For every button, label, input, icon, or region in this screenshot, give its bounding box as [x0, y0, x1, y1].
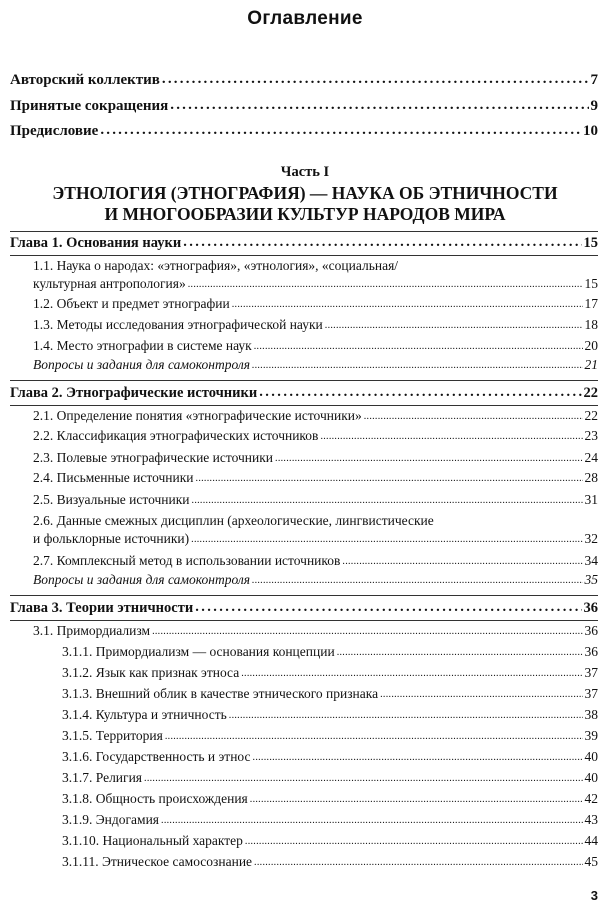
- leader-dots: [275, 453, 582, 464]
- chapter-page: 15: [583, 235, 598, 251]
- subsection-label: 3.1.4. Культура и этничность: [62, 707, 227, 722]
- toc-section-2-4[interactable]: [33, 470, 598, 486]
- toc-section-1-3[interactable]: [33, 317, 598, 333]
- section-label: 1.4. Место этнографии в системе наук: [33, 338, 252, 353]
- divider: [10, 255, 598, 256]
- toc-subsection-3-1-8[interactable]: [62, 791, 598, 807]
- subsection-page: 44: [584, 833, 598, 848]
- subsection-label: 3.1.10. Национальный характер: [62, 833, 243, 848]
- section-label: 1.3. Методы исследования этнографической науки: [33, 317, 323, 332]
- toc-section-1-questions[interactable]: [33, 357, 598, 373]
- toc-subsection-3-1-11[interactable]: [62, 854, 598, 870]
- toc-section-2-5[interactable]: [33, 492, 598, 508]
- subsection-page: 40: [584, 770, 598, 785]
- divider: [10, 620, 598, 621]
- toc-subsection-3-1-5[interactable]: [62, 728, 598, 744]
- chapter-label: Глава 3. Теории этничности: [10, 600, 194, 616]
- entry-page: 9: [590, 98, 598, 114]
- leader-dots: [254, 857, 582, 868]
- section-label-line2: культурная антропология»: [33, 276, 186, 291]
- toc-section-2-1[interactable]: [33, 408, 598, 424]
- toc-subsection-3-1-10[interactable]: [62, 833, 598, 849]
- subsection-page: 40: [584, 749, 598, 764]
- divider: [10, 405, 598, 406]
- section-label: 1.1. Наука о народах: «этнография», «этнология», «социальная/: [33, 258, 399, 273]
- leader-dots: [252, 360, 582, 371]
- leader-dots: [100, 122, 581, 139]
- section-label: 2.1. Определение понятия «этнографические источники»: [33, 408, 362, 423]
- section-page: 34: [584, 553, 598, 568]
- leader-dots: [342, 556, 582, 567]
- section-label: 2.6. Данные смежных дисциплин (археологические, лингвистические: [33, 513, 434, 528]
- leader-dots: [364, 411, 583, 422]
- subsection-label: 3.1.7. Религия: [62, 770, 143, 785]
- toc-chapter-2[interactable]: [10, 385, 598, 402]
- subsection-page: 37: [584, 686, 598, 701]
- part-title-line1: ЭТНОЛОГИЯ (ЭТНОГРАФИЯ) — НАУКА ОБ ЭТНИЧНОСТИ: [52, 183, 558, 203]
- section-label: 2.2. Классификация этнографических источников: [33, 428, 319, 443]
- section-page: 28: [584, 470, 598, 485]
- subsection-page: 39: [584, 728, 598, 743]
- divider: [10, 595, 598, 596]
- entry-label: Принятые сокращения: [10, 98, 169, 114]
- section-label-line2: и фольклорные источники): [33, 531, 190, 546]
- toc-subsection-3-1-2[interactable]: [62, 665, 598, 681]
- leader-dots: [196, 473, 583, 484]
- toc-section-2-6[interactable]: [33, 513, 598, 529]
- entry-page: 7: [590, 72, 598, 88]
- leader-dots: [191, 534, 582, 545]
- toc-section-1-1[interactable]: [33, 258, 598, 274]
- toc-section-1-2[interactable]: [33, 296, 598, 312]
- subsection-label: 3.1.9. Эндогамия: [62, 812, 160, 827]
- subsection-page: 37: [584, 665, 598, 680]
- leader-dots: [165, 731, 583, 742]
- leader-dots: [161, 815, 582, 826]
- subsection-label: 3.1.1. Примордиализм — основания концепции: [62, 644, 335, 659]
- toc-subsection-3-1-6[interactable]: [62, 749, 598, 765]
- section-label: 1.2. Объект и предмет этнографии: [33, 296, 230, 311]
- section-label: 3.1. Примордиализм: [33, 623, 151, 638]
- toc-subsection-3-1-7[interactable]: [62, 770, 598, 786]
- part-title-line2: И МНОГООБРАЗИИ КУЛЬТУР НАРОДОВ МИРА: [104, 204, 506, 224]
- leader-dots: [320, 431, 582, 442]
- leader-dots: [232, 299, 583, 310]
- toc-section-2-3[interactable]: [33, 450, 598, 466]
- chapter-page: 22: [583, 385, 598, 401]
- section-page: 31: [584, 492, 598, 507]
- subsection-label: 3.1.6. Государственность и этнос: [62, 749, 251, 764]
- toc-entry-authors[interactable]: [10, 72, 598, 89]
- section-page: 36: [584, 623, 598, 638]
- section-page: 23: [584, 428, 598, 443]
- leader-dots: [144, 773, 582, 784]
- section-page: 18: [584, 317, 598, 332]
- toc-subsection-3-1-3[interactable]: [62, 686, 598, 702]
- toc-entry-preface[interactable]: [10, 123, 598, 140]
- chapter-label: Глава 1. Основания науки: [10, 235, 182, 251]
- section-page: 22: [584, 408, 598, 423]
- section-page: 21: [584, 357, 598, 372]
- toc-section-2-questions[interactable]: [33, 572, 598, 588]
- subsection-label: 3.1.11. Этническое самосознание: [62, 854, 253, 869]
- toc-section-1-4[interactable]: [33, 338, 598, 354]
- section-page: 32: [584, 531, 598, 546]
- toc-entry-abbreviations[interactable]: [10, 98, 598, 115]
- leader-dots: [380, 689, 582, 700]
- toc-subsection-3-1-4[interactable]: [62, 707, 598, 723]
- leader-dots: [241, 668, 582, 679]
- section-label: Вопросы и задания для самоконтроля: [33, 357, 251, 372]
- leader-dots: [188, 279, 583, 290]
- subsection-label: 3.1.3. Внешний облик в качестве этнического признака: [62, 686, 379, 701]
- divider: [10, 380, 598, 381]
- subsection-page: 36: [584, 644, 598, 659]
- toc-section-2-7[interactable]: [33, 553, 598, 569]
- entry-page: 10: [583, 123, 598, 139]
- leader-dots: [259, 384, 581, 401]
- toc-section-2-6-cont[interactable]: [33, 531, 598, 547]
- leader-dots: [325, 320, 583, 331]
- leader-dots: [254, 341, 583, 352]
- leader-dots: [195, 599, 581, 616]
- divider: [10, 231, 598, 232]
- leader-dots: [253, 752, 583, 763]
- leader-dots: [245, 836, 583, 847]
- page-title: Оглавление: [247, 8, 363, 29]
- subsection-page: 38: [584, 707, 598, 722]
- subsection-label: 3.1.2. Язык как признак этноса: [62, 665, 240, 680]
- leader-dots: [337, 647, 583, 658]
- leader-dots: [250, 794, 583, 805]
- section-label: 2.5. Визуальные источники: [33, 492, 190, 507]
- leader-dots: [170, 97, 588, 114]
- toc-chapter-1[interactable]: [10, 235, 598, 252]
- section-page: 17: [584, 296, 598, 311]
- subsection-label: 3.1.5. Территория: [62, 728, 163, 743]
- toc-section-2-2[interactable]: [33, 428, 598, 444]
- section-label: 2.4. Письменные источники: [33, 470, 194, 485]
- section-label: 2.7. Комплексный метод в использовании источников: [33, 553, 341, 568]
- section-label: 2.3. Полевые этнографические источники: [33, 450, 274, 465]
- leader-dots: [183, 234, 581, 251]
- part-label: Часть I: [280, 164, 330, 180]
- toc-section-3-1[interactable]: [33, 623, 598, 639]
- section-page: 20: [584, 338, 598, 353]
- leader-dots: [192, 495, 583, 506]
- page-number: 3: [590, 888, 598, 903]
- toc-subsection-3-1-9[interactable]: [62, 812, 598, 828]
- toc-subsection-3-1-1[interactable]: [62, 644, 598, 660]
- toc-section-1-1-cont[interactable]: [33, 276, 598, 292]
- chapter-page: 36: [583, 600, 598, 616]
- leader-dots: [162, 71, 589, 88]
- toc-chapter-3[interactable]: [10, 600, 598, 617]
- entry-label: Авторский коллектив: [10, 72, 160, 88]
- subsection-page: 45: [584, 854, 598, 869]
- entry-label: Предисловие: [10, 123, 99, 139]
- leader-dots: [229, 710, 583, 721]
- subsection-page: 43: [584, 812, 598, 827]
- subsection-page: 42: [584, 791, 598, 806]
- section-page: 15: [584, 276, 598, 291]
- subsection-label: 3.1.8. Общность происхождения: [62, 791, 248, 806]
- chapter-label: Глава 2. Этнографические источники: [10, 385, 258, 401]
- leader-dots: [152, 626, 582, 637]
- section-page: 24: [584, 450, 598, 465]
- section-label: Вопросы и задания для самоконтроля: [33, 572, 251, 587]
- leader-dots: [252, 575, 582, 586]
- section-page: 35: [584, 572, 598, 587]
